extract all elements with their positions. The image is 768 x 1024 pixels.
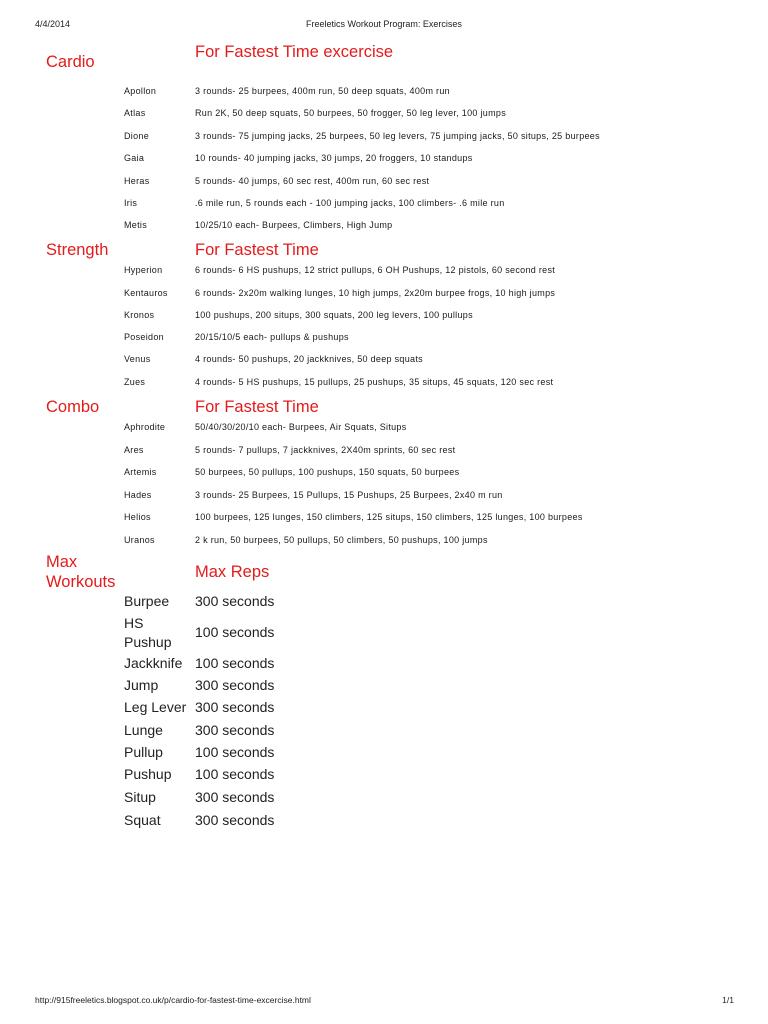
category-max-line2: Workouts <box>46 573 116 591</box>
exercise-duration: 100 seconds <box>195 655 275 671</box>
workout-name: Poseidon <box>124 332 164 342</box>
list-item <box>0 131 768 147</box>
category-strength: Strength <box>46 241 109 259</box>
exercise-duration: 300 seconds <box>195 699 275 715</box>
category-max-line1: Max <box>46 553 78 571</box>
workout-name: Gaia <box>124 153 145 163</box>
exercise-name: Leg Lever <box>124 699 187 715</box>
list-item <box>0 467 768 483</box>
workout-description: .6 mile run, 5 rounds each - 100 jumping jacks, 100 climbers- .6 mile run <box>195 198 505 208</box>
list-item <box>0 265 768 281</box>
list-item <box>0 354 768 370</box>
list-item <box>0 535 768 551</box>
page-number: 1/1 <box>722 995 734 1005</box>
list-item <box>0 377 768 393</box>
exercise-duration: 100 seconds <box>195 744 275 760</box>
source-url: http://915freeletics.blogspot.co.uk/p/cardio-for-fastest-time-excercise.html <box>35 995 311 1005</box>
workout-name: Ares <box>124 445 144 455</box>
workout-description: 50/40/30/20/10 each- Burpees, Air Squats, Situps <box>195 422 407 432</box>
exercise-name: Situp <box>124 789 156 805</box>
list-item <box>0 288 768 304</box>
list-item <box>0 153 768 169</box>
workout-description: 3 rounds- 75 jumping jacks, 25 burpees, 50 leg levers, 75 jumping jacks, 50 situps, 25 burpees <box>195 131 600 141</box>
list-item <box>0 86 768 102</box>
list-item <box>0 512 768 528</box>
exercise-name: Squat <box>124 812 161 828</box>
workout-description: 4 rounds- 50 pushups, 20 jackknives, 50 deep squats <box>195 354 423 364</box>
workout-description: 50 burpees, 50 pullups, 100 pushups, 150 squats, 50 burpees <box>195 467 460 477</box>
workout-description: 10/25/10 each- Burpees, Climbers, High Jump <box>195 220 393 230</box>
workout-name: Atlas <box>124 108 146 118</box>
exercise-duration: 300 seconds <box>195 812 275 828</box>
category-cardio: Cardio <box>46 53 95 71</box>
workout-description: 6 rounds- 6 HS pushups, 12 strict pullups, 6 OH Pushups, 12 pistols, 60 second rest <box>195 265 556 275</box>
workout-name: Helios <box>124 512 151 522</box>
exercise-duration: 100 seconds <box>195 624 275 640</box>
workout-name: Apollon <box>124 86 157 96</box>
workout-description: 2 k run, 50 burpees, 50 pullups, 50 climbers, 50 pushups, 100 jumps <box>195 535 488 545</box>
workout-description: 20/15/10/5 each- pullups & pushups <box>195 332 349 342</box>
workout-name: Aphrodite <box>124 422 166 432</box>
workout-name: Kentauros <box>124 288 168 298</box>
list-item <box>0 176 768 192</box>
workout-name: Iris <box>124 198 138 208</box>
print-title: Freeletics Workout Program: Exercises <box>306 19 462 29</box>
workout-name: Kronos <box>124 310 155 320</box>
exercise-name: Burpee <box>124 593 170 609</box>
workout-name: Heras <box>124 176 150 186</box>
workout-description: 100 burpees, 125 lunges, 150 climbers, 125 situps, 150 climbers, 125 lunges, 100 burpees <box>195 512 583 522</box>
list-item <box>0 422 768 438</box>
category-combo: Combo <box>46 398 100 416</box>
workout-description: Run 2K, 50 deep squats, 50 burpees, 50 frogger, 50 leg lever, 100 jumps <box>195 108 506 118</box>
subtitle-combo: For Fastest Time <box>195 398 319 416</box>
exercise-duration: 300 seconds <box>195 722 275 738</box>
workout-name: Zues <box>124 377 146 387</box>
exercise-name: HS Pushup <box>124 615 172 650</box>
workout-name: Venus <box>124 354 151 364</box>
exercise-name: Lunge <box>124 722 163 738</box>
exercise-duration: 300 seconds <box>195 593 275 609</box>
exercise-duration: 300 seconds <box>195 677 275 693</box>
list-item <box>0 445 768 461</box>
workout-description: 3 rounds- 25 burpees, 400m run, 50 deep squats, 400m run <box>195 86 450 96</box>
exercise-duration: 100 seconds <box>195 766 275 782</box>
workout-description: 5 rounds- 40 jumps, 60 sec rest, 400m run, 60 sec rest <box>195 176 430 186</box>
exercise-name: Pullup <box>124 744 163 760</box>
workout-description: 5 rounds- 7 pullups, 7 jackknives, 2X40m sprints, 60 sec rest <box>195 445 456 455</box>
workout-description: 6 rounds- 2x20m walking lunges, 10 high jumps, 2x20m burpee frogs, 10 high jumps <box>195 288 556 298</box>
list-item <box>0 332 768 348</box>
workout-name: Dione <box>124 131 150 141</box>
list-item <box>0 108 768 124</box>
print-date: 4/4/2014 <box>35 19 71 29</box>
list-item <box>0 220 768 236</box>
subtitle-cardio: For Fastest Time excercise <box>195 43 394 61</box>
exercise-name: Jackknife <box>124 655 183 671</box>
exercise-name: Jump <box>124 677 159 693</box>
workout-description: 100 pushups, 200 situps, 300 squats, 200 leg levers, 100 pullups <box>195 310 473 320</box>
workout-description: 10 rounds- 40 jumping jacks, 30 jumps, 20 froggers, 10 standups <box>195 153 473 163</box>
subtitle-strength: For Fastest Time <box>195 241 319 259</box>
exercise-duration: 300 seconds <box>195 789 275 805</box>
workout-name: Hyperion <box>124 265 163 275</box>
list-item <box>0 198 768 214</box>
list-item <box>0 310 768 326</box>
workout-name: Artemis <box>124 467 157 477</box>
workout-name: Uranos <box>124 535 155 545</box>
workout-name: Metis <box>124 220 148 230</box>
exercise-name: Pushup <box>124 766 172 782</box>
workout-description: 4 rounds- 5 HS pushups, 15 pullups, 25 pushups, 35 situps, 45 squats, 120 sec rest <box>195 377 554 387</box>
list-item <box>0 490 768 506</box>
workout-name: Hades <box>124 490 152 500</box>
workout-description: 3 rounds- 25 Burpees, 15 Pullups, 15 Pushups, 25 Burpees, 2x40 m run <box>195 490 503 500</box>
subtitle-max-reps: Max Reps <box>195 563 270 581</box>
